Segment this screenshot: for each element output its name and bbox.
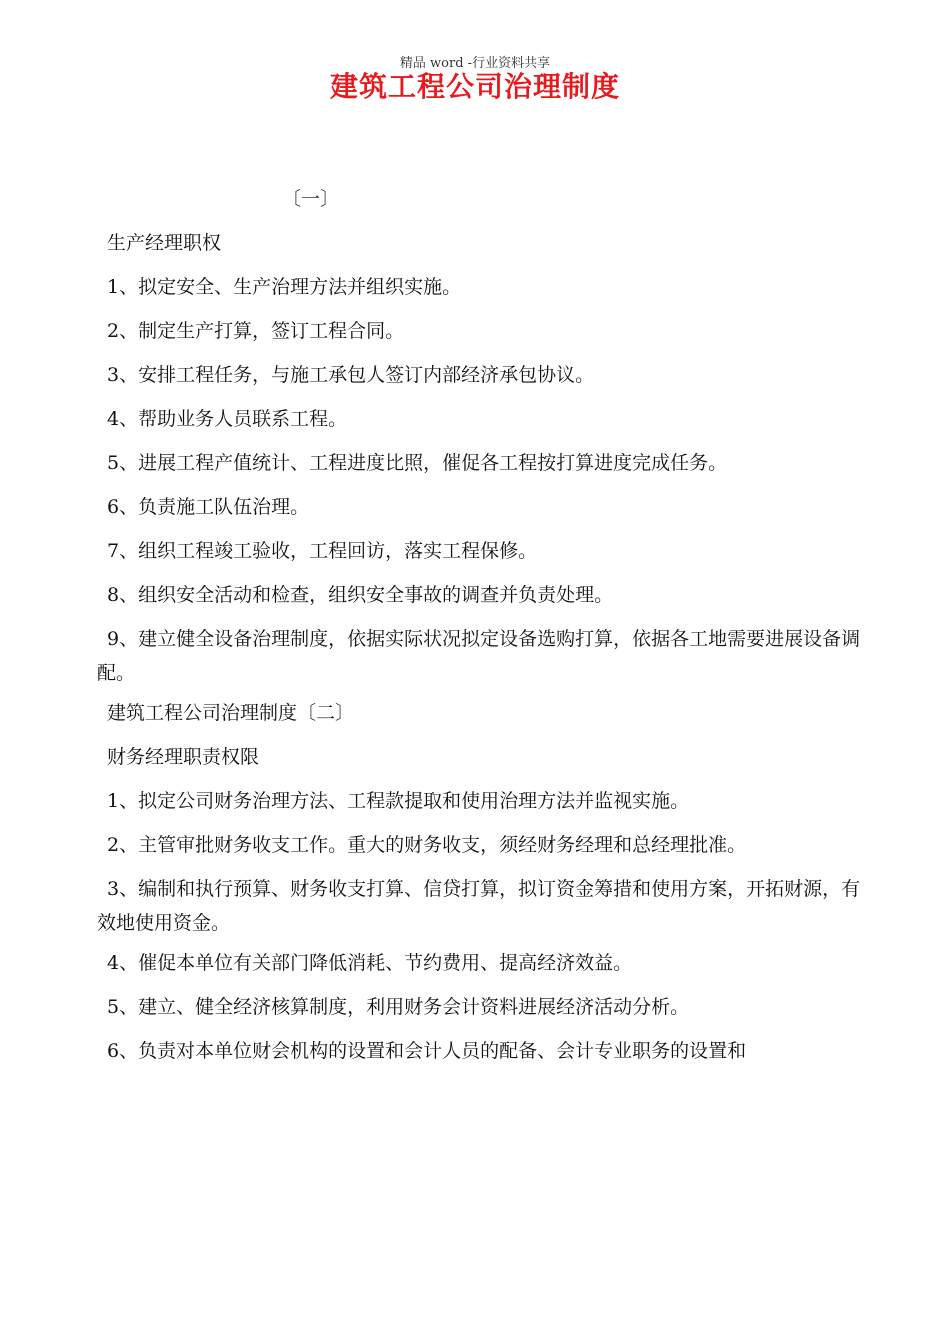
list-item: 5、进展工程产值统计、工程进度比照，催促各工程按打算进度完成任务。 — [107, 452, 728, 474]
section-heading-finance-manager: 财务经理职责权限 — [107, 746, 260, 768]
list-item: 7、组织工程竣工验收，工程回访，落实工程保修。 — [107, 540, 538, 562]
list-item: 3、编制和执行预算、财务收支打算、信贷打算，拟订资金筹措和使用方案，开拓财源，有效地使用资金。 — [97, 878, 861, 934]
section-title-two: 建筑工程公司治理制度〔二〕 — [107, 702, 355, 724]
list-item: 1、拟定安全、生产治理方法并组织实施。 — [107, 276, 462, 298]
list-item: 2、主管审批财务收支工作。重大的财务收支，须经财务经理和总经理批准。 — [107, 834, 747, 856]
section-heading-production-manager: 生产经理职权 — [107, 232, 222, 254]
section-number: 〔一〕 — [282, 188, 340, 210]
list-item: 3、安排工程任务，与施工承包人签订内部经济承包协议。 — [107, 364, 595, 386]
list-item: 6、负责对本单位财会机构的设置和会计人员的配备、会计专业职务的设置和 — [107, 1040, 747, 1062]
list-item: 4、帮助业务人员联系工程。 — [107, 408, 348, 430]
header-note: 精品 word -行业资料共享 — [399, 56, 551, 71]
list-item: 2、制定生产打算，签订工程合同。 — [107, 320, 405, 342]
document-body — [97, 226, 867, 1078]
list-item: 6、负责施工队伍治理。 — [107, 496, 310, 518]
list-item: 4、催促本单位有关部门降低消耗、节约费用、提高经济效益。 — [107, 952, 633, 974]
document-title: 建筑工程公司治理制度 — [329, 70, 620, 103]
list-item: 8、组织安全活动和检查，组织安全事故的调查并负责处理。 — [107, 584, 614, 606]
list-item: 9、建立健全设备治理制度，依据实际状况拟定设备选购打算，依据各工地需要进展设备调配。 — [97, 628, 861, 684]
list-item: 1、拟定公司财务治理方法、工程款提取和使用治理方法并监视实施。 — [107, 790, 690, 812]
list-item: 5、建立、健全经济核算制度，利用财务会计资料进展经济活动分析。 — [107, 996, 690, 1018]
